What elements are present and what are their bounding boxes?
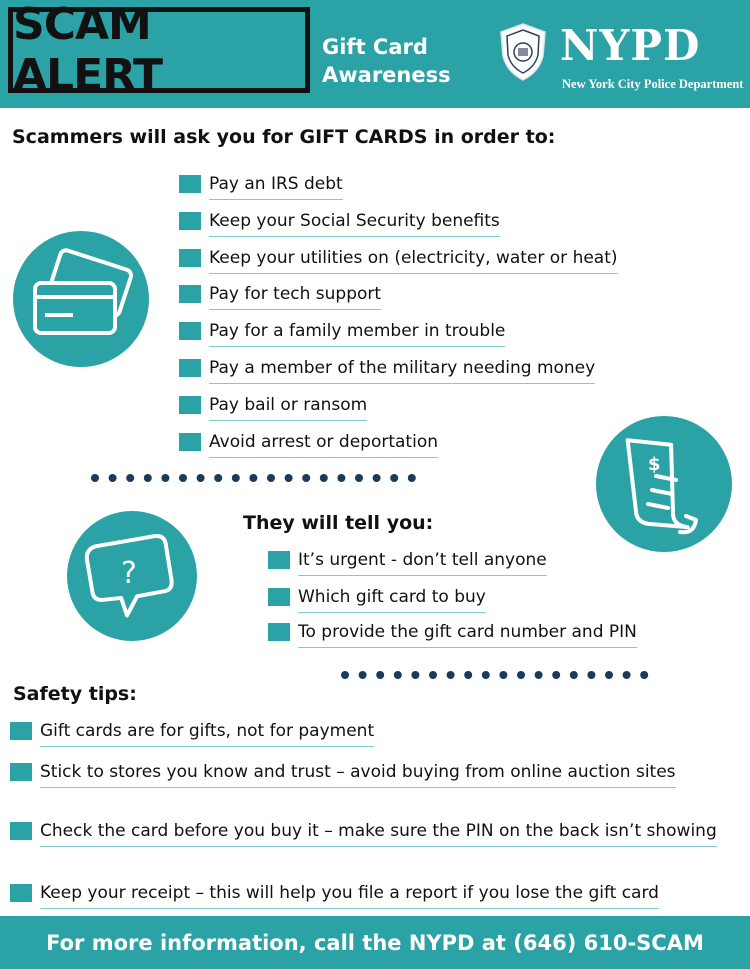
receipt-icon (596, 416, 732, 552)
divider-dot (499, 671, 507, 679)
divider-dot (605, 671, 613, 679)
subtitle-line-1: Gift Card (322, 35, 428, 59)
nypd-full-name: New York City Police Department (562, 77, 744, 91)
list-item-label: Avoid arrest or deportation (209, 432, 438, 458)
divider-dot (429, 671, 437, 679)
bullet-square-icon (179, 212, 201, 230)
list-item (268, 550, 547, 576)
receipt-circle (596, 416, 732, 552)
list-item (268, 622, 637, 648)
list-item-label: Keep your utilities on (electricity, water or heat) (209, 248, 618, 274)
list-item-label: Pay for a family member in trouble (209, 321, 505, 347)
divider-dot (109, 474, 117, 482)
list-item (179, 358, 595, 384)
list-item-label: Pay an IRS debt (209, 174, 343, 200)
list-item (10, 762, 740, 788)
list-item (10, 883, 740, 909)
list-item (179, 395, 367, 421)
scam-alert-box (8, 0, 310, 101)
list-item (179, 321, 505, 347)
list-item-label: Which gift card to buy (298, 587, 486, 613)
section3-heading: Safety tips: (13, 683, 137, 705)
divider-dot (535, 671, 543, 679)
bullet-square-icon (179, 433, 201, 451)
divider-dot (411, 671, 419, 679)
divider-dot (161, 474, 169, 482)
list-item (179, 284, 381, 310)
list-item (10, 821, 740, 847)
bullet-square-icon (10, 722, 32, 740)
divider-dot (552, 671, 560, 679)
divider-dot (179, 474, 187, 482)
divider-dot (144, 474, 152, 482)
list-item-label: Pay for tech support (209, 284, 381, 310)
divider-dot (482, 671, 490, 679)
section1-heading: Scammers will ask you for GIFT CARDS in order to: (12, 126, 556, 148)
list-item (179, 432, 438, 458)
divider-dots (340, 670, 670, 680)
police-badge-icon (497, 22, 549, 82)
header-subtitle (322, 33, 451, 89)
divider-dot (197, 474, 205, 482)
divider-dot (376, 671, 384, 679)
bullet-square-icon (10, 822, 32, 840)
bullet-square-icon (268, 623, 290, 641)
list-item-label: Keep your receipt – this will help you file a report if you lose the gift card (40, 883, 659, 909)
divider-dot (570, 671, 578, 679)
bullet-square-icon (10, 884, 32, 902)
divider-dot (408, 474, 416, 482)
divider-dot (91, 474, 99, 482)
divider-dot (126, 474, 134, 482)
nypd-logo-text: NYPD (560, 21, 701, 70)
divider-dot (232, 474, 240, 482)
divider-dot (390, 474, 398, 482)
divider-dot (320, 474, 328, 482)
bullet-square-icon (179, 322, 201, 340)
divider-dot (373, 474, 381, 482)
bullet-square-icon (179, 359, 201, 377)
list-item-label: Stick to stores you know and trust – avoid buying from online auction sites (40, 762, 676, 788)
list-item-label: Keep your Social Security benefits (209, 211, 500, 237)
bullet-square-icon (179, 249, 201, 267)
svg-text:?: ? (121, 556, 137, 591)
question-bubble-icon (67, 511, 197, 641)
list-item-label: It’s urgent - don’t tell anyone (298, 550, 547, 576)
scam-alert-title: SCAM ALERT (13, 0, 163, 101)
subtitle-line-2: Awareness (322, 63, 451, 87)
footer-banner (0, 916, 750, 969)
list-item-label: Gift cards are for gifts, not for payment (40, 721, 374, 747)
list-item-label: Pay a member of the military needing money (209, 358, 595, 384)
svg-text:$: $ (648, 454, 661, 475)
list-item (10, 721, 740, 747)
question-circle (67, 511, 197, 641)
divider-dot (587, 671, 595, 679)
bullet-square-icon (10, 763, 32, 781)
list-item (179, 211, 500, 237)
divider-dot (464, 671, 472, 679)
divider-dot (249, 474, 257, 482)
divider-dot (302, 474, 310, 482)
list-item-label: Check the card before you buy it – make sure the PIN on the back isn’t showing (40, 821, 717, 847)
divider-dot (285, 474, 293, 482)
list-item (179, 174, 343, 200)
list-item-label: To provide the gift card number and PIN (298, 622, 637, 648)
divider-dot (214, 474, 222, 482)
footer-text: For more information, call the NYPD at (646) 610-SCAM (46, 930, 704, 955)
bullet-square-icon (179, 396, 201, 414)
divider-dot (447, 671, 455, 679)
divider-dot (267, 474, 275, 482)
bullet-square-icon (268, 551, 290, 569)
bullet-square-icon (179, 175, 201, 193)
bullet-square-icon (179, 285, 201, 303)
divider-dot (517, 671, 525, 679)
list-item (179, 248, 618, 274)
divider-dot (394, 671, 402, 679)
credit-cards-circle (13, 231, 149, 367)
section2-heading: They will tell you: (243, 512, 434, 534)
divider-dot (623, 671, 631, 679)
list-item-label: Pay bail or ransom (209, 395, 367, 421)
divider-dots (90, 473, 420, 483)
divider-dot (355, 474, 363, 482)
divider-dot (359, 671, 367, 679)
divider-dot (341, 671, 349, 679)
divider-dot (337, 474, 345, 482)
bullet-square-icon (268, 588, 290, 606)
divider-dot (640, 671, 648, 679)
list-item (268, 587, 486, 613)
credit-cards-icon (13, 231, 149, 367)
header-banner (0, 0, 750, 108)
